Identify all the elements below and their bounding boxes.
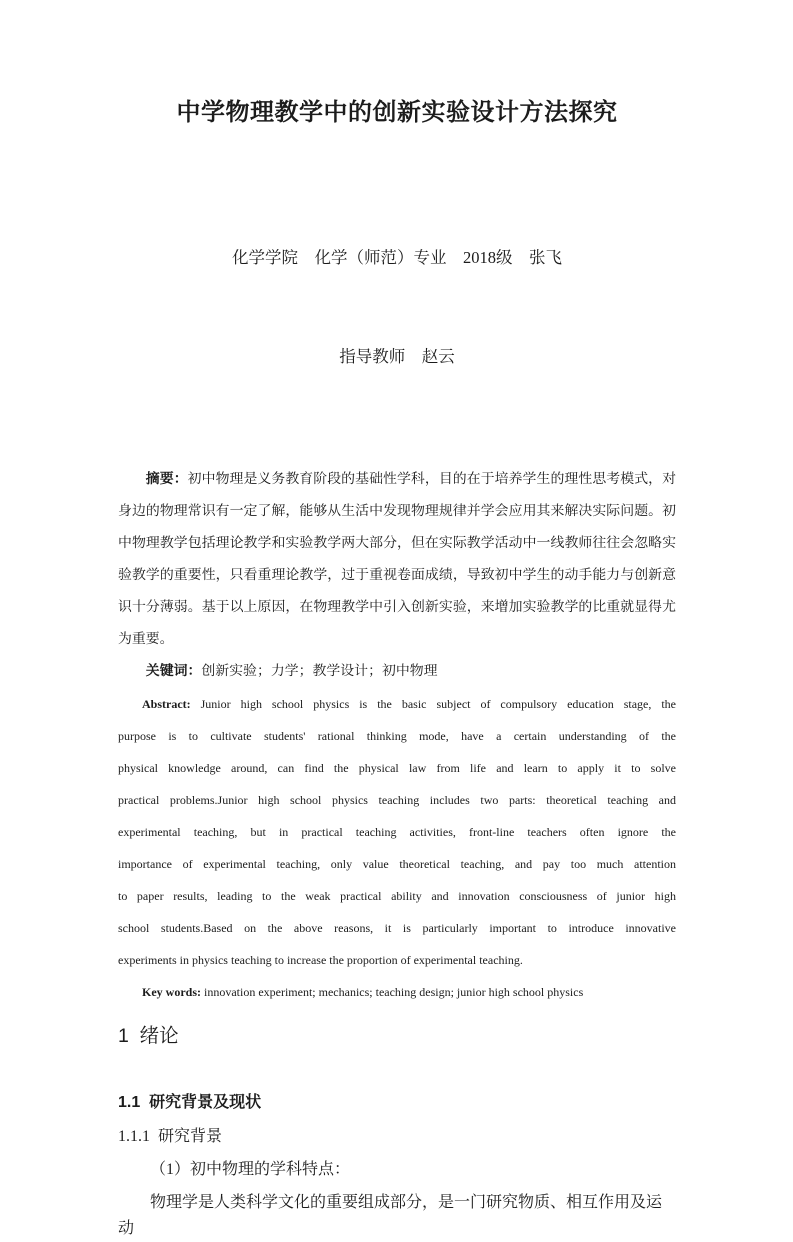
section-heading-1-1-1: 1.1.1 研究背景 (118, 1128, 223, 1145)
text-line: experiments in physics teaching to increase the proportion of experimental teaching. (118, 953, 523, 967)
abstract-cn-label: 摘要： (145, 472, 188, 487)
section-heading-1: 1 绪论 (118, 1025, 179, 1047)
section-heading-1-1: 1.1 研究背景及现状 (118, 1094, 262, 1111)
text-line: importance of experimental teaching, only value theoretical teaching, and pay too much attention (118, 857, 676, 871)
keywords-en (118, 976, 676, 1008)
abstract-en (118, 688, 676, 976)
text-line: experimental teaching, but in practical teaching activities, front-line teachers often ignore the (118, 825, 676, 839)
abstract-en-lines (118, 720, 676, 976)
abstract-cn-first-line (118, 464, 676, 496)
text-line: 为重要。 (118, 632, 174, 647)
author-affiliation-line: 化学学院 化学（师范）专业 2018级 张飞 (232, 248, 562, 267)
text-line: practical problems.Junior high school physics teaching includes two parts: theoretical teaching and (118, 793, 676, 807)
text-line: purpose is to cultivate students' rational thinking mode, have a certain understanding of the (118, 729, 676, 743)
text-line: 中物理教学包括理论教学和实验教学两大部分，但在实际教学活动中一线教师往往会忽略实 (118, 536, 676, 551)
text-line: physical knowledge around, can find the physical law from life and learn to apply it to solve (118, 761, 676, 775)
text-line: 识十分薄弱。基于以上原因，在物理教学中引入创新实验，来增加实验教学的比重就显得尤 (118, 600, 676, 615)
text-line: school students.Based on the above reasons, it is particularly important to introduce innovative (118, 921, 676, 935)
keywords-en-text: innovation experiment; mechanics; teaching design; junior high school physics (201, 985, 584, 999)
abstract-en-label: Abstract: (142, 697, 191, 711)
paragraph-body-line: 物理学是人类科学文化的重要组成部分，是一门研究物质、相互作用及运动 (118, 1194, 663, 1237)
keywords-cn (118, 656, 676, 688)
keywords-cn-label: 关键词： (145, 664, 202, 679)
abstract-cn-lines (118, 496, 676, 656)
text-line: 验教学的重要性，只看重理论教学，过于重视卷面成绩，导致初中学生的动手能力与创新意 (118, 568, 676, 583)
abstract-en-first-line (118, 688, 676, 720)
byline-block (118, 175, 676, 439)
keywords-en-label: Key words: (142, 985, 201, 999)
abstract-cn-first-text: 初中物理是义务教育阶段的基础性学科，目的在于培养学生的理性思考模式，对 (187, 472, 676, 487)
text-line: to paper results, leading to the weak practical ability and innovation consciousness of junior high (118, 889, 676, 903)
abstract-cn (118, 464, 676, 656)
document-title: 中学物理教学中的创新实验设计方法探究 (176, 100, 618, 126)
paragraph-item-line: （1）初中物理的学科特点： (150, 1161, 351, 1178)
text-line: 身边的物理常识有一定了解，能够从生活中发现物理规律并学会应用其来解决实际问题。初 (118, 504, 676, 519)
abstract-en-first-text: Junior high school physics is the basic subject of compulsory education stage, the (190, 697, 676, 711)
advisor-line: 指导教师 赵云 (339, 347, 455, 366)
keywords-cn-text: 创新实验；力学；教学设计；初中物理 (201, 664, 438, 679)
